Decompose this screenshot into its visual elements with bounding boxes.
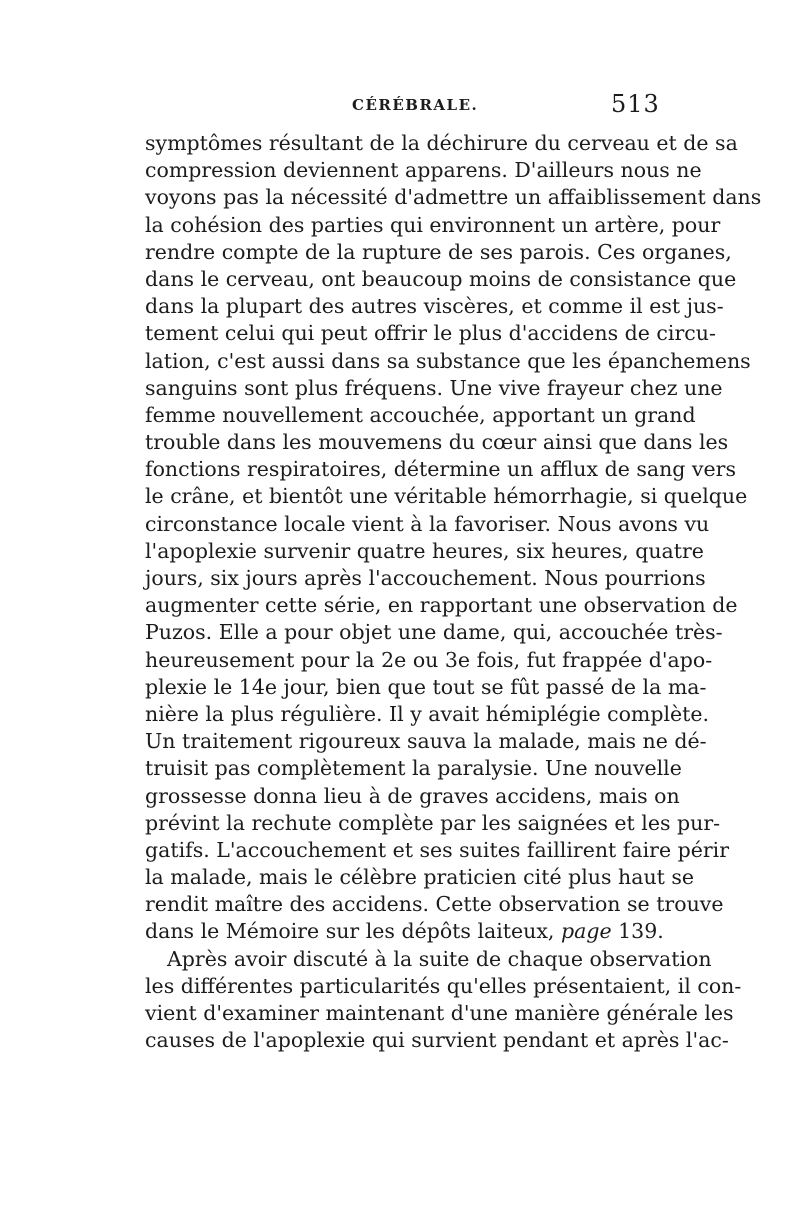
text-line: jours, six jours après l'accouchement. Nous pourrions [145,566,706,590]
text-line: voyons pas la nécessité d'admettre un affaiblissement dans [145,185,762,210]
running-head [0,90,800,122]
text-line: les différentes particularités qu'elles présentaient, il con- [145,973,742,998]
reference-text: dans le Mémoire sur les dépôts laiteux, [145,919,555,944]
text-line: la cohésion des parties qui environnent un artère, pour [145,212,721,237]
text-line: dans la plupart des autres viscères, et comme il est jus- [145,294,724,319]
text-line: tement celui qui peut offrir le plus d'accidens de circu- [145,321,716,346]
text-line: fonctions respiratoires, détermine un afflux de sang vers [145,457,736,482]
text-line: gatifs. L'accouchement et ses suites faillirent faire périr [145,837,730,862]
text-line: truisit pas complètement la paralysie. Une nouvelle [145,756,682,781]
text-line: nière la plus régulière. Il y avait hémiplégie complète. [145,701,710,726]
text-line: la malade, mais le célèbre praticien cité plus haut se [145,865,695,890]
text-line: Puzos. Elle a pour objet une dame, qui, accouchée très- [145,620,723,645]
text-line: plexie le 14e jour, bien que tout se fût passé de la ma- [145,674,707,699]
text-line: sanguins sont plus fréquens. Une vive frayeur chez une [145,375,723,400]
text-line: femme nouvellement accouchée, apportant un grand [145,402,696,427]
text-line: le crâne, et bientôt une véritable hémorrhagie, si quelque [145,484,748,509]
text-line: causes de l'apoplexie qui survient pendant et après l'ac- [145,1028,729,1053]
page-number: 513 [611,90,660,118]
text-line: l'apoplexie survenir quatre heures, six heures, quatre [145,538,704,563]
text-line: heureusement pour la 2e ou 3e fois, fut frappée d'apo- [145,647,713,672]
text-line: prévint la rechute complète par les saignées et les pur- [145,810,721,835]
text-line: Un traitement rigoureux sauva la malade, mais ne dé- [145,729,707,754]
text-line: dans le cerveau, ont beaucoup moins de consistance que [145,266,737,291]
text-line: circonstance locale vient à la favoriser. Nous avons vu [145,511,710,536]
text-line: rendre compte de la rupture de ses parois. Ces organes, [145,239,732,264]
text-line: augmenter cette série, en rapportant une observation de [145,593,738,618]
reference-italic-word: page [560,919,612,944]
page-body [145,130,762,1054]
reference-page-number: 139. [618,919,664,944]
text-line: symptômes résultant de la déchirure du cerveau et de sa [145,131,738,155]
text-line: compression deviennent apparens. D'ailleurs nous ne [145,158,702,183]
paragraph-first-line: Après avoir discuté à la suite de chaque observation [167,946,712,971]
reference-line [145,918,664,945]
running-title: CÉRÉBRALE. [352,96,479,114]
text-line: rendit maître des accidens. Cette observation se trouve [145,892,724,917]
text-line: vient d'examiner maintenant d'une manière générale les [145,1001,734,1025]
text-line: trouble dans les mouvemens du cœur ainsi que dans les [145,430,729,455]
text-line: lation, c'est aussi dans sa substance que les épanchemens [145,348,751,373]
text-line: grossesse donna lieu à de graves accidens, mais on [145,783,680,808]
